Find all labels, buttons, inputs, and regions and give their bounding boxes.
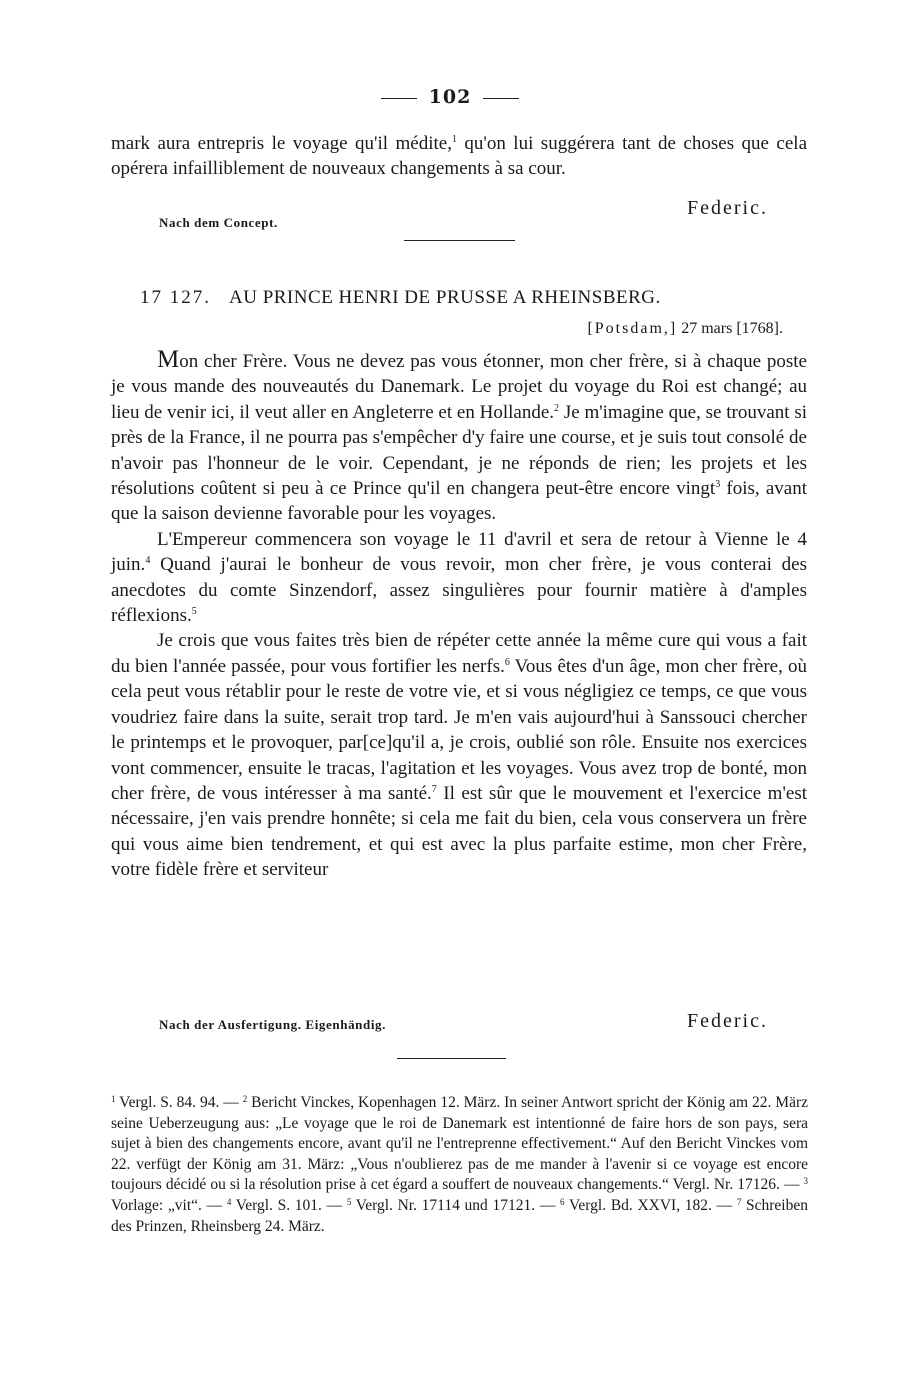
footnote-mark-4: 4 (226, 1196, 232, 1207)
continuation-text: mark aura entrepris le voyage qu'il médite, (111, 133, 452, 154)
footnote-mark-3: 3 (803, 1176, 808, 1187)
footnote-ref-7: 7 (431, 783, 437, 795)
letter-heading (140, 287, 820, 309)
paragraph-2-part-a: L'Empereur commencera son voyage le 11 d'avril et sera de retour à Vienne le 4 juin. (111, 528, 807, 576)
footnote-ref-3: 3 (715, 479, 721, 491)
letter-date: 27 mars [1768]. (677, 320, 783, 337)
footnote-mark-7: 7 (736, 1196, 742, 1207)
footnote-ref-1: 1 (451, 134, 457, 145)
paragraph-1-part-b: Je m'imagine que, se trouvant si près de la France, il ne pourra pas s'empêcher d'y faire une course, et je suis tout consolé de n'avoir pas l'honneur de le voir. Cependant, je ne réponds de rien; les projets et les résolutions coûtent si peu à ce Prince qu'il en changera peut-être encore vingt (111, 401, 808, 500)
footnote-divider (397, 1058, 506, 1059)
footnote-3: Vorlage: „vit“. — (111, 1196, 227, 1214)
page-header (0, 86, 900, 108)
paragraph-3-part-b: Vous êtes d'un âge, mon cher frère, où cela peut vous rétablir pour le reste de votre vie, et si vous négligiez ce temps, ce que vous voudriez faire dans la suite, serait trop tard. Je m'en vais aujourd'hui à Sanssouci chercher le printemps et le provoquer, par[ce]qu'il a, je crois, oublié son rôle. Ensuite nos exercices vont commencer, ensuite le tracas, l'agitation et les voyages. Vous avez trop de bonté, mon cher frère, de vous intéresser à ma santé. (111, 655, 807, 804)
continuation-source-note: Nach dem Concept. (159, 215, 278, 230)
footnote-mark-6: 6 (560, 1196, 565, 1207)
footnote-7: Schreiben des Prinzen, Rheinsberg 24. März. (111, 1196, 808, 1235)
footnote-4: Vergl. S. 101. — (231, 1196, 347, 1214)
header-dash-left (381, 98, 417, 99)
footnote-1: Vergl. S. 84. 94. — (115, 1094, 243, 1111)
paragraph-3-part-c: Il est sûr que le mouvement et l'exercice m'est nécessaire, j'en vais prendre honnête; si cela me fait du bien, cela vous conservera un frère qui vous aime bien tendrement, et qui est avec la plus parfaite estime, mon cher Frère, votre fidèle frère et serviteur (111, 782, 807, 881)
footnote-mark-2: 2 (242, 1094, 248, 1104)
letter-signature: Federic. (687, 1010, 768, 1032)
footnotes (111, 1093, 808, 1237)
letter-dateline (587, 320, 783, 338)
letter-title: AU PRINCE HENRI DE PRUSSE A RHEINSBERG. (229, 287, 661, 308)
footnote-ref-5: 5 (191, 606, 197, 618)
footnote-2: Bericht Vinckes, Kopenhagen 12. März. In seiner Antwort spricht der König am 22. März seine Ueberzeugung aus: „Le voyage que le roi de Danemark est intentionné de faire hors de son pays, sera sujet à bien des changements encore, avant qu'il ne l'entreprenne effectivement.“ Auf den Bericht Vinckes vom 22. verfügt der König am 31. März: „Vous n'oublierez pas de me mander à l'avenir si ce voyage est encore toujours décidé ou si la résolution prise à cet égard a souffert de nouveaux changements.“ Vergl. Nr. 17126. — (111, 1094, 808, 1194)
letter-body (111, 347, 807, 883)
footnote-5: Vergl. Nr. 17114 und 17121. — (351, 1196, 561, 1214)
header-dash-right (483, 98, 519, 99)
letter-paragraph-3 (111, 628, 807, 882)
letter-place: [Potsdam,] (587, 320, 678, 337)
footnote-ref-6: 6 (504, 656, 510, 668)
paragraph-1-part-a: on cher Frère. Vous ne devez pas vous étonner, mon cher frère, si à chaque poste je vous mande des nouveautés du Danemark. Le projet du voyage du Roi est changé; au lieu de venir ici, il veut aller en Angleterre et en Hollande. (111, 351, 807, 423)
section-divider (404, 240, 515, 241)
letter-paragraph-2 (111, 527, 807, 629)
initial-letter: M (157, 346, 180, 373)
footnote-ref-2: 2 (554, 402, 560, 414)
paragraph-2-part-b: Quand j'aurai le bonheur de vous revoir, mon cher frère, je vous conterai des anecdotes du comte Sinzendorf, assez singulières pour fournir matière à d'amples réflexions. (111, 554, 807, 627)
footnote-6: Vergl. Bd. XXVI, 182. — (564, 1196, 737, 1214)
footnote-mark-1: 1 (111, 1094, 116, 1104)
footnote-ref-4: 4 (145, 555, 151, 567)
paragraph-3-part-a: Je crois que vous faites très bien de répéter cette année la même cure qui vous a fait du bien l'année passée, pour vous fortifier les nerfs. (111, 630, 807, 677)
letter-number: 17 127. (140, 287, 211, 308)
continuation-signature: Federic. (687, 197, 768, 219)
page-number: 102 (428, 86, 472, 108)
paragraph-1-part-c: fois, avant que la saison devienne favorable pour les voyages. (111, 478, 807, 525)
continuation-paragraph (111, 131, 807, 182)
letter-paragraph-1 (111, 347, 807, 527)
footnote-mark-5: 5 (346, 1196, 352, 1207)
letter-source-note: Nach der Ausfertigung. Eigenhändig. (159, 1017, 386, 1032)
continuation-text-after: qu'on lui suggérera tant de choses que cela opérera infailliblement de nouveaux changements à sa cour. (111, 133, 808, 180)
